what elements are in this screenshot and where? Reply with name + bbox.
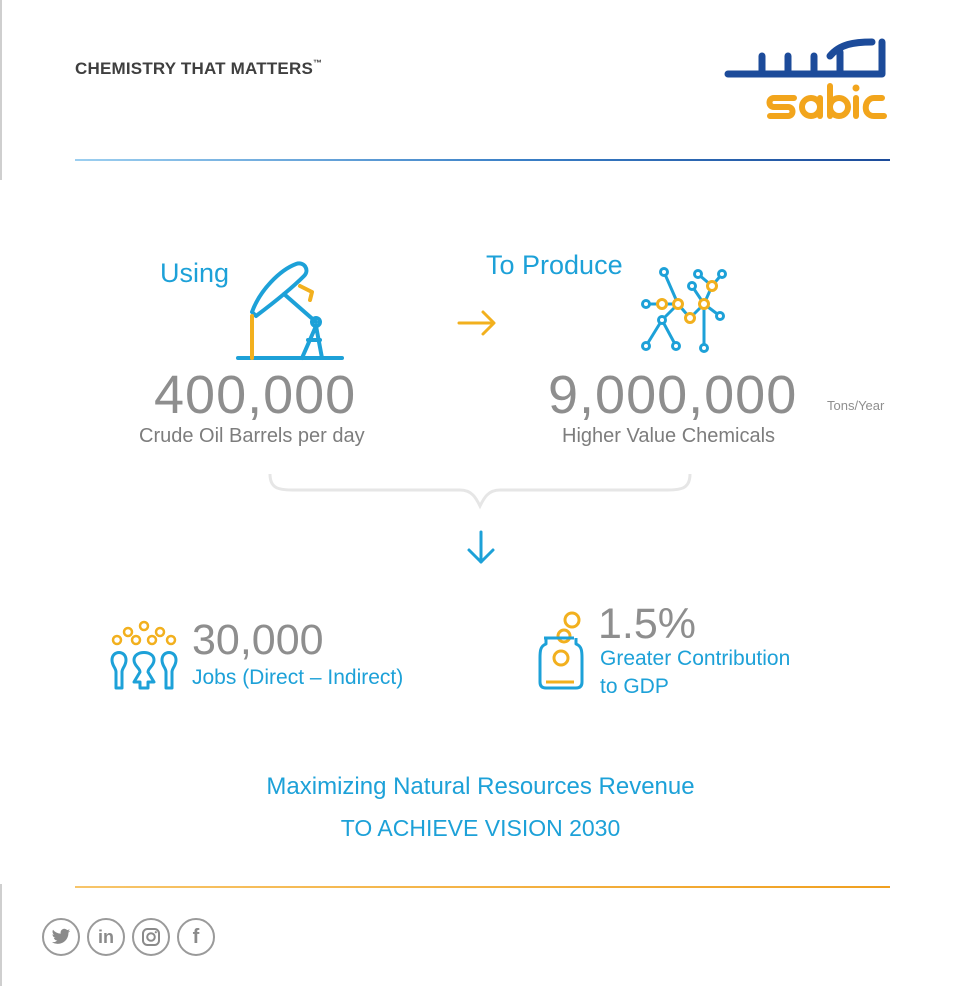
arrow-right-icon bbox=[457, 308, 497, 338]
chemicals-value: 9,000,000 bbox=[548, 365, 798, 425]
header-divider bbox=[75, 159, 890, 161]
gdp-value: 1.5% bbox=[598, 600, 697, 648]
molecule-icon bbox=[640, 264, 730, 356]
jobs-value: 30,000 bbox=[192, 616, 324, 664]
using-label: Using bbox=[160, 258, 230, 288]
edge-mark-bottom bbox=[0, 884, 2, 986]
sabic-logo bbox=[722, 34, 894, 130]
barrels-caption: Crude Oil Barrels per day bbox=[139, 425, 365, 447]
coin-jar-icon bbox=[538, 610, 588, 690]
gdp-caption-line1: Greater Contribution bbox=[600, 647, 791, 670]
linkedin-glyph: in bbox=[98, 926, 114, 947]
arrow-down-icon bbox=[466, 530, 496, 566]
gdp-caption-line2: to GDP bbox=[600, 675, 669, 698]
oil-pump-icon bbox=[230, 260, 350, 362]
facebook-icon[interactable] bbox=[177, 918, 215, 956]
headline-line2: TO ACHIEVE VISION 2030 bbox=[340, 815, 621, 841]
headline-line1: Maximizing Natural Resources Revenue bbox=[266, 773, 695, 800]
instagram-icon[interactable] bbox=[132, 918, 170, 956]
edge-mark-top bbox=[0, 0, 2, 180]
chemicals-caption: Higher Value Chemicals bbox=[562, 425, 776, 447]
footer-divider bbox=[75, 886, 890, 888]
produce-label: To Produce bbox=[486, 250, 623, 280]
barrels-value: 400,000 bbox=[154, 365, 357, 425]
facebook-glyph: f bbox=[192, 925, 200, 948]
jobs-caption: Jobs (Direct – Indirect) bbox=[192, 666, 404, 689]
tagline: CHEMISTRY THAT MATTERS™ bbox=[75, 58, 323, 78]
linkedin-icon[interactable] bbox=[87, 918, 125, 956]
people-icon bbox=[108, 620, 180, 692]
chemicals-unit: Tons/Year bbox=[827, 398, 885, 413]
merge-brace bbox=[270, 470, 690, 510]
twitter-icon[interactable] bbox=[42, 918, 80, 956]
